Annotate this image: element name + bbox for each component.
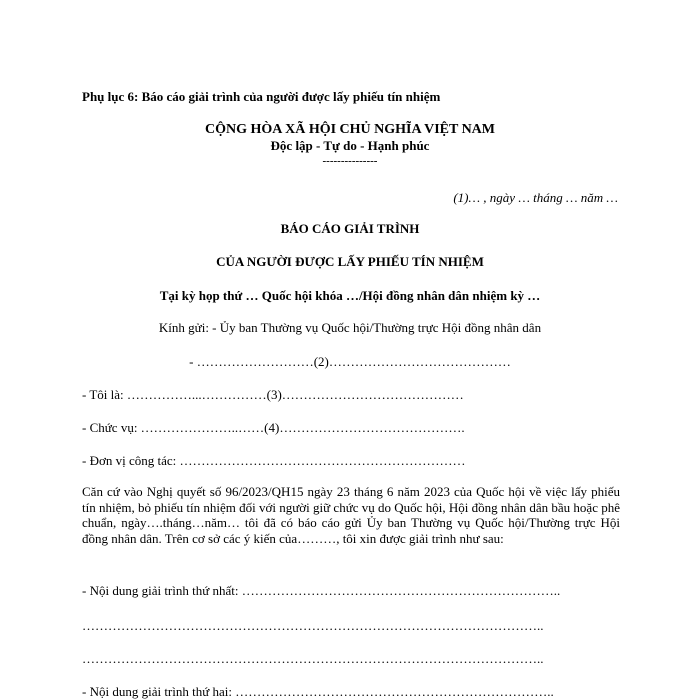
position-field: - Chức vụ: …………………..……(4)……………………………………. bbox=[82, 420, 465, 435]
motto: Độc lập - Tự do - Hạnh phúc bbox=[270, 138, 430, 153]
recipient-line-2: - ………………………(2)…………………………………… bbox=[189, 354, 511, 369]
unit-field: - Đơn vị công tác: ………………………………………………………… bbox=[82, 453, 466, 468]
report-title: BÁO CÁO GIẢI TRÌNH bbox=[280, 221, 420, 236]
report-subtitle: CỦA NGƯỜI ĐƯỢC LẤY PHIẾU TÍN NHIỆM bbox=[216, 254, 484, 269]
place-date-line: (1)… , ngày … tháng … năm … bbox=[453, 190, 618, 205]
dotted-line: …………………………………………………………………………………………….. bbox=[82, 618, 544, 633]
explanation-first: - Nội dung giải trình thứ nhất: ……………………………………………………………….. bbox=[82, 583, 561, 598]
appendix-title: Phụ lục 6: Báo cáo giải trình của người được lấy phiếu tín nhiệm bbox=[82, 89, 441, 104]
recipient-line: Kính gửi: - Ủy ban Thường vụ Quốc hội/Thường trực Hội đồng nhân dân bbox=[158, 320, 542, 335]
body-paragraph: Căn cứ vào Nghị quyết số 96/2023/QH15 ngày 23 tháng 6 năm 2023 của Quốc hội về việc lấy phiếu tín nhiệm, bỏ phiếu tín nhiệm đối với người giữ chức vụ do Quốc hội, Hội đồng nhân dân bầu hoặc phê chuẩn, ngày….tháng…năm… tôi đã có báo cáo gửi Ủy ban Thường vụ Quốc hội/Thường trực Hội đồng nhân dân. Trên cơ sở các ý kiến của………, tôi xin được giải trình như sau: bbox=[82, 484, 620, 546]
country-heading: CỘNG HÒA XÃ HỘI CHỦ NGHĨA VIỆT NAM bbox=[204, 122, 495, 137]
name-field: - Tôi là: ……………...……………(3)…………………………………… bbox=[82, 387, 464, 402]
explanation-second: - Nội dung giải trình thứ hai: ……………………………………………………………….. bbox=[82, 684, 554, 699]
header-divider: --------------- bbox=[322, 155, 378, 167]
dotted-line: …………………………………………………………………………………………….. bbox=[82, 651, 544, 666]
session-line: Tại kỳ họp thứ … Quốc hội khóa …/Hội đồng nhân dân nhiệm kỳ … bbox=[159, 288, 541, 303]
